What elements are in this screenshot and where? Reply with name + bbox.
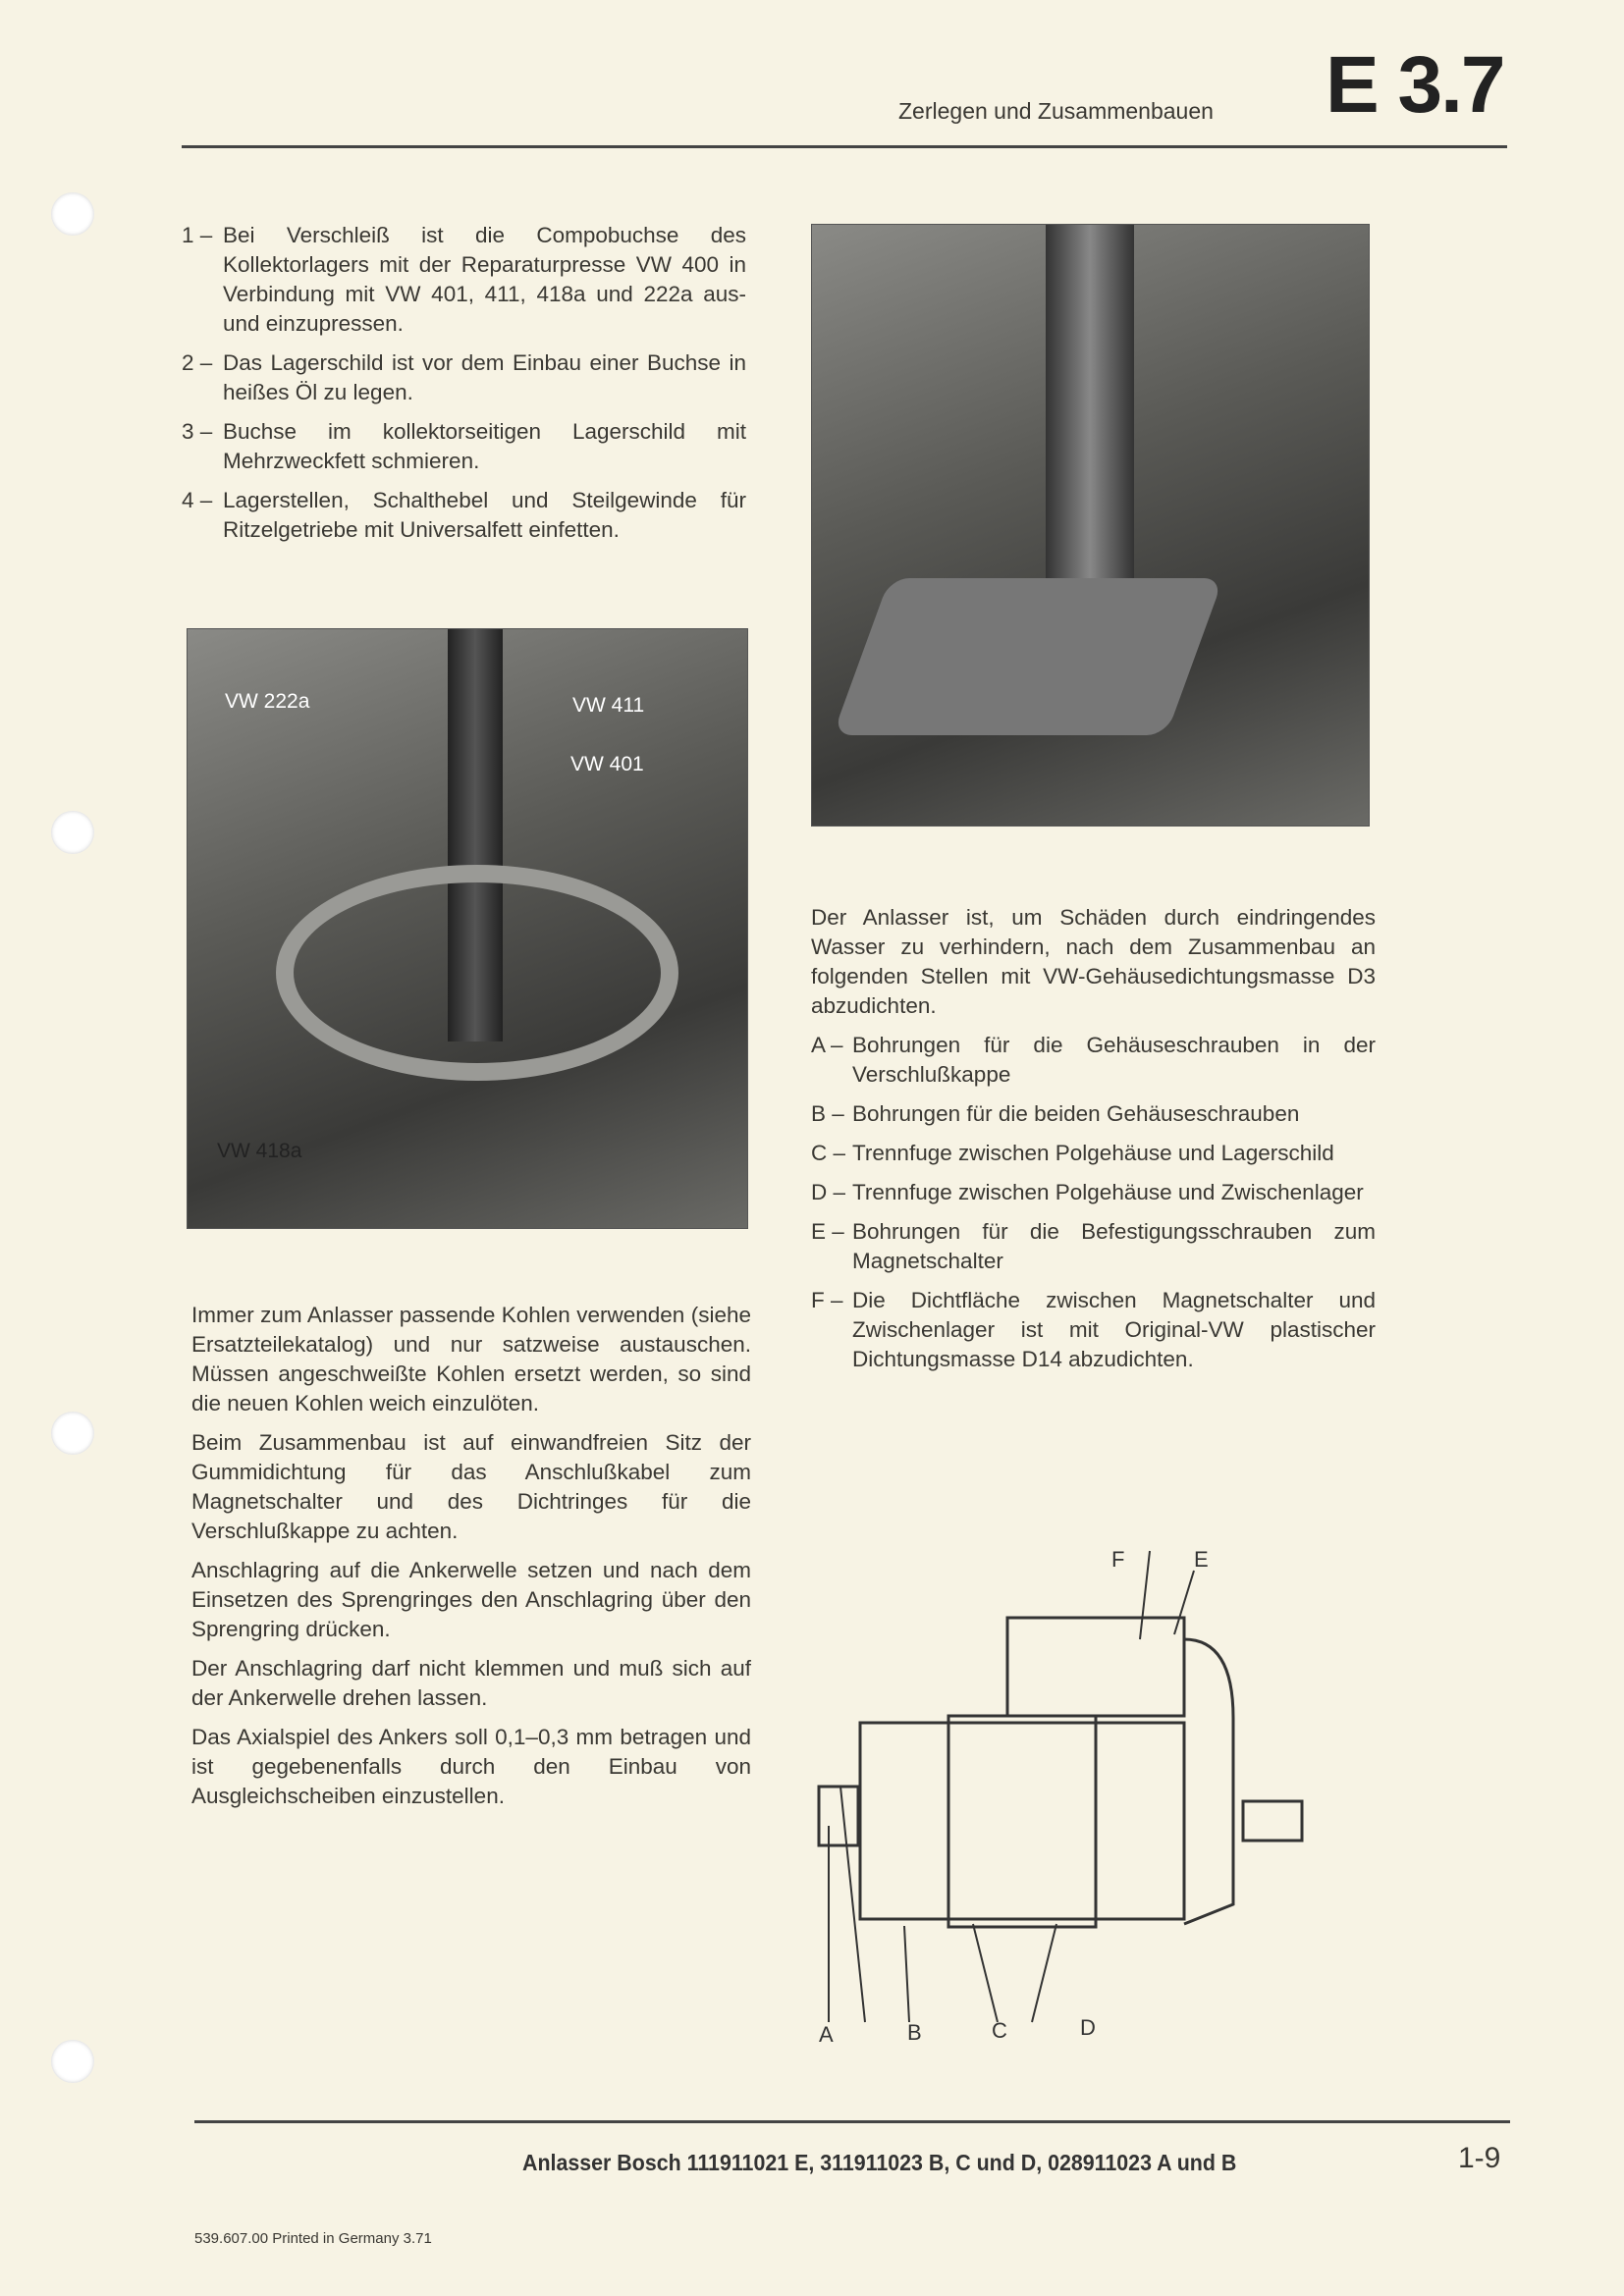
label-d: D — [1080, 2015, 1096, 2040]
punch-hole — [51, 1412, 94, 1455]
bearing-shield — [276, 865, 678, 1081]
press-tool-photo — [187, 628, 748, 1229]
seal-point — [811, 1139, 1376, 1168]
print-info: 539.607.00 Printed in Germany 3.71 — [194, 2230, 432, 2247]
label-vw401: VW 401 — [570, 753, 644, 775]
solenoid — [1007, 1618, 1184, 1716]
paragraph: Der Anschlagring darf nicht klemmen und muß sich auf der Ankerwelle drehen lassen. — [191, 1656, 751, 1710]
seal-point — [811, 1217, 1376, 1276]
step-number: 4 – — [182, 488, 213, 512]
label-e: E — [1194, 1547, 1209, 1572]
pole-housing — [860, 1723, 1184, 1919]
paragraph: Beim Zusammenbau ist auf einwandfreien Sitz der Gummidichtung für das Anschlußkabel zum Magnetschalter und des Dichtringes für die Verschlußkappe zu achten. — [191, 1430, 751, 1543]
section-number: E 3.7 — [1326, 40, 1504, 130]
label-f: F — [1111, 1547, 1125, 1572]
step-text: Das Lagerschild ist vor dem Einbau einer Buchse in heißes Öl zu legen. — [223, 350, 746, 404]
seal-point — [811, 1031, 1376, 1090]
seal-point — [811, 1099, 1376, 1129]
seal-letter: B – — [811, 1101, 844, 1126]
press-ram — [1046, 225, 1134, 637]
footer-rule — [194, 2120, 1510, 2123]
pinion — [1243, 1801, 1302, 1841]
seal-intro: Der Anlasser ist, um Schäden durch eindringendes Wasser zu verhindern, nach dem Zusammenbau an folgenden Stellen mit VW-Gehäusedichtungsmasse D3 abzudichten. — [811, 905, 1376, 1018]
label-b: B — [907, 2020, 922, 2045]
armature-body — [948, 1716, 1096, 1927]
label-vw418a: VW 418a — [217, 1140, 302, 1162]
step-text: Bei Verschleiß ist die Compobuchse des Kollektorlagers mit der Reparaturpresse VW 400 in Verbindung mit VW 401, 411, 418a und 222a aus- und einzupressen. — [223, 223, 746, 336]
step — [182, 348, 746, 407]
paragraph: Das Axialspiel des Ankers soll 0,1–0,3 mm betragen und ist gegebenenfalls durch den Einbau von Ausgleichscheiben einzustellen. — [191, 1725, 751, 1808]
step-number: 3 – — [182, 419, 213, 444]
seal-section — [811, 903, 1376, 1384]
seal-letter: D – — [811, 1180, 846, 1204]
footer-title: Anlasser Bosch 111911021 E, 311911023 B, C und D, 028911023 A und B — [522, 2150, 1237, 2175]
cap — [819, 1787, 858, 1845]
label-vw222a: VW 222a — [225, 690, 310, 713]
seal-text: Trennfuge zwischen Polgehäuse und Lagerschild — [852, 1141, 1334, 1165]
step-text: Buchse im kollektorseitigen Lagerschild mit Mehrzweckfett schmieren. — [223, 419, 746, 473]
step-number: 2 – — [182, 350, 213, 375]
seal-text: Bohrungen für die Gehäuseschrauben in der Verschlußkappe — [852, 1033, 1376, 1087]
seal-text: Trennfuge zwischen Polgehäuse und Zwischenlager — [852, 1180, 1364, 1204]
header-title: Zerlegen und Zusammenbauen — [898, 98, 1214, 124]
assembly-notes — [191, 1301, 751, 1821]
starter-diagram — [811, 1541, 1400, 2052]
label-vw411: VW 411 — [572, 694, 645, 717]
label-c: C — [992, 2018, 1007, 2043]
seal-text: Bohrungen für die Befestigungsschrauben zum Magnetschalter — [852, 1219, 1376, 1273]
paragraph: Anschlagring auf die Ankerwelle setzen und nach dem Einsetzen des Sprengringes den Anschlagring über den Sprengring drücken. — [191, 1558, 751, 1641]
seal-letter: A – — [811, 1033, 843, 1057]
seal-letter: F – — [811, 1288, 843, 1312]
drive-end — [1184, 1639, 1233, 1924]
seal-point — [811, 1178, 1376, 1207]
header-rule — [182, 145, 1507, 148]
seal-letter: C – — [811, 1141, 846, 1165]
seal-text: Bohrungen für die beiden Gehäuseschrauben — [852, 1101, 1300, 1126]
step — [182, 417, 746, 476]
step — [182, 486, 746, 545]
page-number: 1-9 — [1458, 2142, 1501, 2174]
steps-list — [182, 221, 746, 555]
press-plate — [833, 578, 1223, 735]
label-a: A — [819, 2022, 834, 2047]
leader-lines — [829, 1551, 1194, 2022]
step — [182, 221, 746, 339]
press-photo-right — [811, 224, 1370, 827]
step-number: 1 – — [182, 223, 213, 247]
punch-hole — [51, 811, 94, 854]
seal-text: Die Dichtfläche zwischen Magnetschalter und Zwischenlager ist mit Original-VW plastischer Dichtungsmasse D14 abzudichten. — [852, 1288, 1376, 1371]
seal-point — [811, 1286, 1376, 1374]
punch-hole — [51, 192, 94, 236]
seal-letter: E – — [811, 1219, 844, 1244]
paragraph: Immer zum Anlasser passende Kohlen verwenden (siehe Ersatzteilekatalog) und nur satzweise austauschen. Müssen angeschweißte Kohlen ersetzt werden, so sind die neuen Kohlen weich einzulöten. — [191, 1303, 751, 1415]
step-text: Lagerstellen, Schalthebel und Steilgewinde für Ritzelgetriebe mit Universalfett einfetten. — [223, 488, 746, 542]
punch-hole — [51, 2040, 94, 2083]
